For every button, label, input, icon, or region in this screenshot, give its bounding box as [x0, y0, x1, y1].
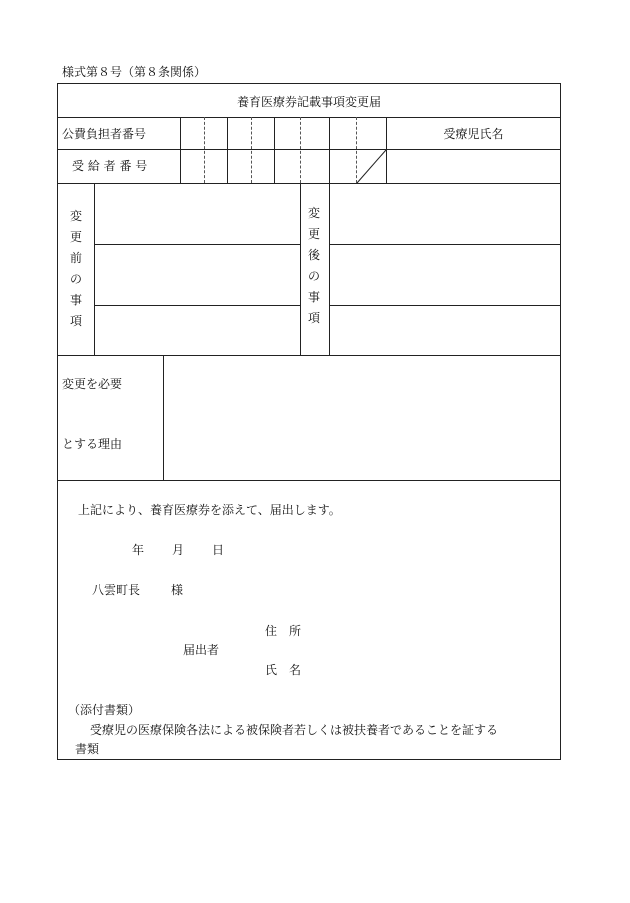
- public-payer-digit-8[interactable]: [357, 118, 386, 149]
- recipient-number-label: 受 給 者 番 号: [72, 159, 148, 173]
- public-payer-digit-1[interactable]: [181, 118, 204, 149]
- declaration-text: 上記により、養育医療券を添えて、届出します。: [78, 503, 341, 517]
- date-year-field[interactable]: [90, 538, 130, 560]
- attachment-line-2: 書類: [75, 742, 100, 756]
- form-number: 様式第８号（第８条関係）: [62, 65, 207, 79]
- date-day-field[interactable]: [186, 538, 210, 560]
- after-label-char: 変: [307, 206, 320, 220]
- recipient-digit-5[interactable]: [275, 150, 300, 183]
- name-label: 氏 名: [265, 663, 302, 677]
- date-month-label: 月: [172, 543, 185, 557]
- date-day-label: 日: [212, 543, 225, 557]
- after-field-3[interactable]: [330, 306, 560, 355]
- notifier-label: 届出者: [183, 643, 220, 657]
- public-payer-digit-6[interactable]: [301, 118, 329, 149]
- before-label-char: 変: [69, 209, 82, 223]
- recipient-digit-7[interactable]: [330, 150, 356, 183]
- honorific: 様: [171, 583, 184, 597]
- before-label-char: 前: [69, 251, 82, 265]
- after-label-char: 後: [307, 248, 320, 262]
- date-month-field[interactable]: [146, 538, 170, 560]
- recipient-digit-2[interactable]: [205, 150, 227, 183]
- after-label-char: 項: [307, 311, 320, 325]
- recipient-digit-3[interactable]: [228, 150, 251, 183]
- divider: [57, 480, 561, 481]
- after-label-char: の: [307, 269, 320, 283]
- after-label-char: 更: [307, 227, 320, 241]
- form-title: 養育医療券記載事項変更届: [236, 95, 381, 109]
- before-label: [69, 210, 83, 336]
- public-payer-digit-7[interactable]: [330, 118, 356, 149]
- after-label: [307, 207, 321, 333]
- public-payer-digit-5[interactable]: [275, 118, 300, 149]
- addressee: 八雲町長: [92, 583, 141, 597]
- before-label-char: 項: [69, 314, 82, 328]
- public-payer-digit-4[interactable]: [252, 118, 274, 149]
- public-payer-digit-3[interactable]: [228, 118, 251, 149]
- divider: [300, 183, 301, 355]
- before-field-2[interactable]: [95, 245, 300, 305]
- reason-label-line-1: 変更を必要: [62, 377, 123, 391]
- patient-name-label: 受療児氏名: [443, 127, 504, 141]
- after-field-2[interactable]: [330, 245, 560, 305]
- after-field-1[interactable]: [330, 184, 560, 244]
- recipient-digit-1[interactable]: [181, 150, 204, 183]
- public-payer-digit-2[interactable]: [205, 118, 227, 149]
- reason-field[interactable]: [164, 356, 560, 480]
- before-label-char: の: [69, 272, 82, 286]
- before-label-char: 更: [69, 230, 82, 244]
- attachment-heading: （添付書類）: [68, 703, 141, 717]
- before-label-char: 事: [69, 293, 82, 307]
- patient-name-field[interactable]: [387, 150, 560, 183]
- date-year-label: 年: [132, 543, 145, 557]
- after-label-char: 事: [307, 290, 320, 304]
- before-field-3[interactable]: [95, 306, 300, 355]
- reason-label-line-2: とする理由: [62, 437, 123, 451]
- before-field-1[interactable]: [95, 184, 300, 244]
- recipient-digit-6[interactable]: [301, 150, 329, 183]
- recipient-digit-4[interactable]: [252, 150, 274, 183]
- attachment-line-1: 受療児の医療保険各法による被保険者若しくは被扶養者であることを証する: [90, 723, 499, 737]
- address-field[interactable]: [312, 619, 552, 641]
- diagonal-slash: [356, 149, 387, 184]
- public-payer-label: 公費負担者番号: [62, 127, 147, 141]
- address-label: 住 所: [265, 624, 302, 638]
- name-field[interactable]: [312, 658, 552, 680]
